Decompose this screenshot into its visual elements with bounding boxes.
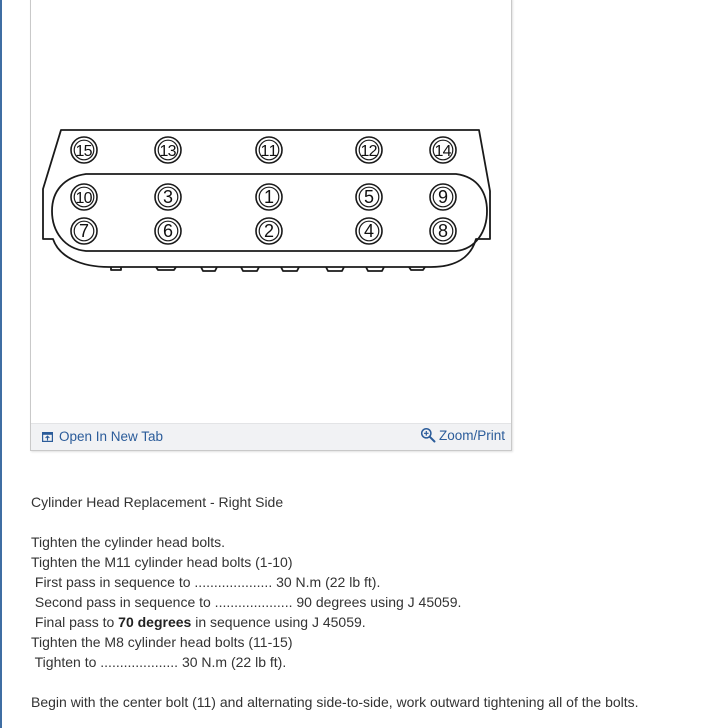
bolt-label: 8 — [437, 221, 449, 241]
bolt-4 — [356, 218, 382, 244]
m11-first-pass: First pass in sequence to .................... 30 N.m (22 lb ft). — [31, 574, 381, 590]
bolt-label: 12 — [360, 143, 378, 160]
cylinder-head-figure — [30, 0, 512, 451]
procedure-text — [31, 492, 701, 712]
bolt-14 — [430, 137, 456, 163]
bolt-label: 7 — [78, 221, 90, 241]
bolt-label: 14 — [434, 143, 452, 160]
figure-toolbar — [31, 423, 511, 450]
bolt-label: 2 — [263, 221, 275, 241]
zoom-print-label: Zoom/Print — [438, 427, 505, 443]
zoom-print-link[interactable] — [420, 427, 505, 443]
bolt-12 — [356, 137, 382, 163]
bolt-9 — [430, 184, 456, 210]
final-pass-suffix: in sequence using J 45059. — [191, 614, 366, 630]
cylinder-head-diagram — [31, 0, 513, 425]
step-m8-bolts: Tighten the M8 cylinder head bolts (11-15) — [31, 634, 293, 650]
magnifier-icon — [420, 427, 436, 443]
bolt-label: 10 — [75, 190, 93, 207]
bolt-1 — [256, 184, 282, 210]
bolt-label: 6 — [162, 221, 174, 241]
bolt-2 — [256, 218, 282, 244]
bolt-5 — [356, 184, 382, 210]
bolt-8 — [430, 218, 456, 244]
bolt-label: 15 — [75, 143, 93, 160]
final-pass-prefix: Final pass to — [31, 614, 119, 630]
bolt-label: 11 — [260, 143, 278, 160]
bolt-label: 1 — [263, 187, 275, 207]
m11-final-pass — [31, 612, 701, 632]
bolt-10 — [71, 184, 97, 210]
bolt-label: 9 — [437, 187, 449, 207]
open-in-new-tab-label: Open In New Tab — [59, 429, 164, 444]
bolt-6 — [155, 218, 181, 244]
step-tighten-head-bolts: Tighten the cylinder head bolts. — [31, 534, 226, 550]
page-left-border — [0, 0, 2, 728]
bolt-label: 4 — [363, 221, 375, 241]
bolt-label: 5 — [363, 187, 375, 207]
bolt-11 — [256, 137, 282, 163]
section-title: Cylinder Head Replacement - Right Side — [31, 494, 284, 510]
step-m11-bolts: Tighten the M11 cylinder head bolts (1-10) — [31, 554, 293, 570]
final-pass-angle: 70 degrees — [118, 614, 192, 630]
bolt-label: 3 — [162, 187, 174, 207]
m11-second-pass: Second pass in sequence to .................... 90 degrees using J 45059. — [31, 594, 462, 610]
closing-instruction: Begin with the center bolt (11) and alternating side-to-side, work outward tightening all of the bolts. — [31, 694, 639, 710]
bolt-15 — [71, 137, 97, 163]
bolt-13 — [155, 137, 181, 163]
bolt-3 — [155, 184, 181, 210]
bolt-7 — [71, 218, 97, 244]
open-in-new-tab-icon — [42, 432, 53, 442]
open-in-new-tab-link[interactable] — [42, 429, 163, 444]
bolt-label: 13 — [159, 143, 177, 160]
m8-tighten: Tighten to .................... 30 N.m (22 lb ft). — [31, 654, 287, 670]
